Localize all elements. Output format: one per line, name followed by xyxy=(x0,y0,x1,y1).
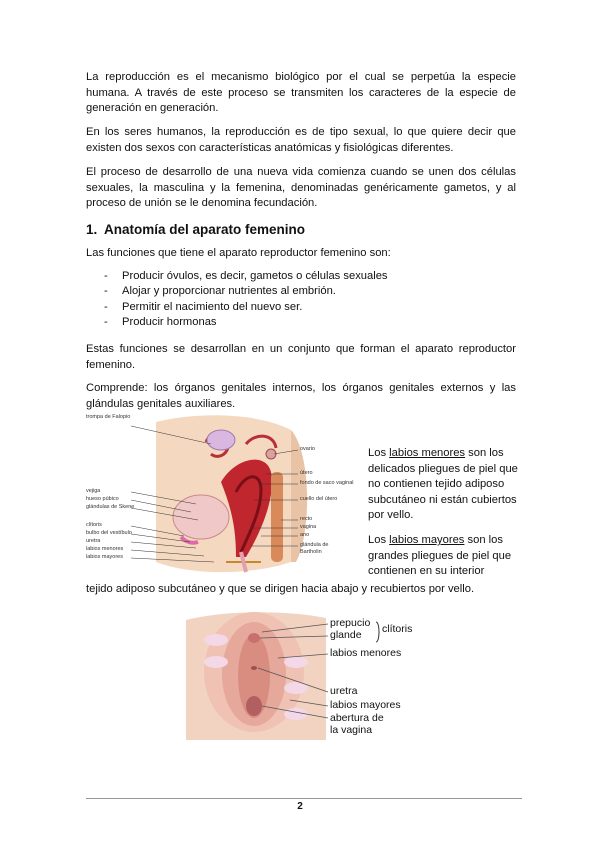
label-prepucio: prepucio xyxy=(330,617,371,629)
paragraph-proceso: El proceso de desarrollo de una nueva vida comienza cuando se unen dos células sexuales, la masculina y la femenina, denominadas genéricamente gametos, y al proceso de unión se le denomina fecundación. xyxy=(86,166,516,209)
paragraph-reproduccion: La reproducción es el mecanismo biológico por el cual se perpetúa la especie humana. A través de este proceso se transmiten los caracteres de la especie de generación en generación. xyxy=(86,71,516,114)
page-number: 2 xyxy=(297,801,303,812)
list-item: - Alojar y proporcionar nutrientes al embrión. xyxy=(86,284,388,299)
footer-divider xyxy=(86,798,522,799)
text-labios-menores xyxy=(368,446,518,524)
label-fondo-saco: fondo de saco vaginal xyxy=(300,480,354,486)
label-clitoris: clítoris xyxy=(86,522,102,528)
label-abertura-2: la vagina xyxy=(330,724,373,736)
term-labios-mayores: labios mayores xyxy=(389,534,465,546)
paragraph-comprende: Comprende: los órganos genitales internos, los órganos genitales externos y las glándulas genitales auxiliares. xyxy=(86,382,516,410)
text-fragment: son los grandes pliegues de piel que contienen en su interior xyxy=(368,534,512,577)
list-item: - Producir óvulos, es decir, gametos o células sexuales xyxy=(86,269,388,284)
list-item: - Producir hormonas xyxy=(86,315,388,330)
functions-list xyxy=(86,269,388,330)
label-ovario: ovario xyxy=(300,446,315,452)
label-hueso-pubico: hueso púbico xyxy=(86,496,119,502)
label-labios-mayores: labios mayores xyxy=(86,554,123,560)
label-clitoris-ext: clítoris xyxy=(382,623,413,635)
text-fragment: son los delicados pliegues de piel que no contienen tejido adiposo subcutáneo ni están cubiertos por vello. xyxy=(368,447,518,521)
label-bulbo: bulbo del vestíbulo xyxy=(86,530,132,536)
label-labios-menores-ext: labios menores xyxy=(330,647,402,659)
label-skene: glándulas de Skene xyxy=(86,504,135,510)
section-title: Anatomía del aparato femenino xyxy=(104,222,306,237)
text-labios-mayores xyxy=(368,533,518,580)
text-fragment: Los xyxy=(368,534,390,546)
label-vagina: vagina xyxy=(300,524,317,530)
label-bartholin: glándula de Bartholin xyxy=(300,542,329,555)
label-uretra: uretra xyxy=(86,538,101,544)
label-cuello-utero: cuello del útero xyxy=(300,496,338,502)
sagittal-section-diagram xyxy=(86,412,366,582)
label-trompa: trompa de Falopio xyxy=(86,414,131,420)
text-fragment: Los xyxy=(368,447,390,459)
label-uretra-ext: uretra xyxy=(330,685,358,697)
label-labios-menores: labios menores xyxy=(86,546,124,552)
paragraph-funciones: Estas funciones se desarrollan en un conjunto que forman el aparato reproductor femenino. xyxy=(86,343,516,371)
list-item: - Permitir el nacimiento del nuevo ser. xyxy=(86,300,388,315)
label-labios-mayores-ext: labios mayores xyxy=(330,699,401,711)
functions-intro: Las funciones que tiene el aparato reproductor femenino son: xyxy=(86,247,391,259)
section-heading xyxy=(86,222,305,237)
paragraph-seres-humanos: En los seres humanos, la reproducción es de tipo sexual, lo que quiere decir que existen dos sexos con características anatómicas y fisiológicas diferentes. xyxy=(86,126,516,154)
section-number: 1. xyxy=(86,222,98,237)
label-abertura-1: abertura de xyxy=(330,712,384,724)
label-utero: útero xyxy=(300,470,313,476)
label-recto: recto xyxy=(300,516,313,522)
external-genitalia-diagram xyxy=(186,610,446,745)
label-ano: ano xyxy=(300,532,310,538)
label-glande: glande xyxy=(330,629,362,641)
paragraph-continuation: tejido adiposo subcutáneo y que se dirigen hacia abajo y recubiertos por vello. xyxy=(86,583,475,595)
term-labios-menores: labios menores xyxy=(389,447,466,459)
label-vejiga: vejiga xyxy=(86,488,101,494)
